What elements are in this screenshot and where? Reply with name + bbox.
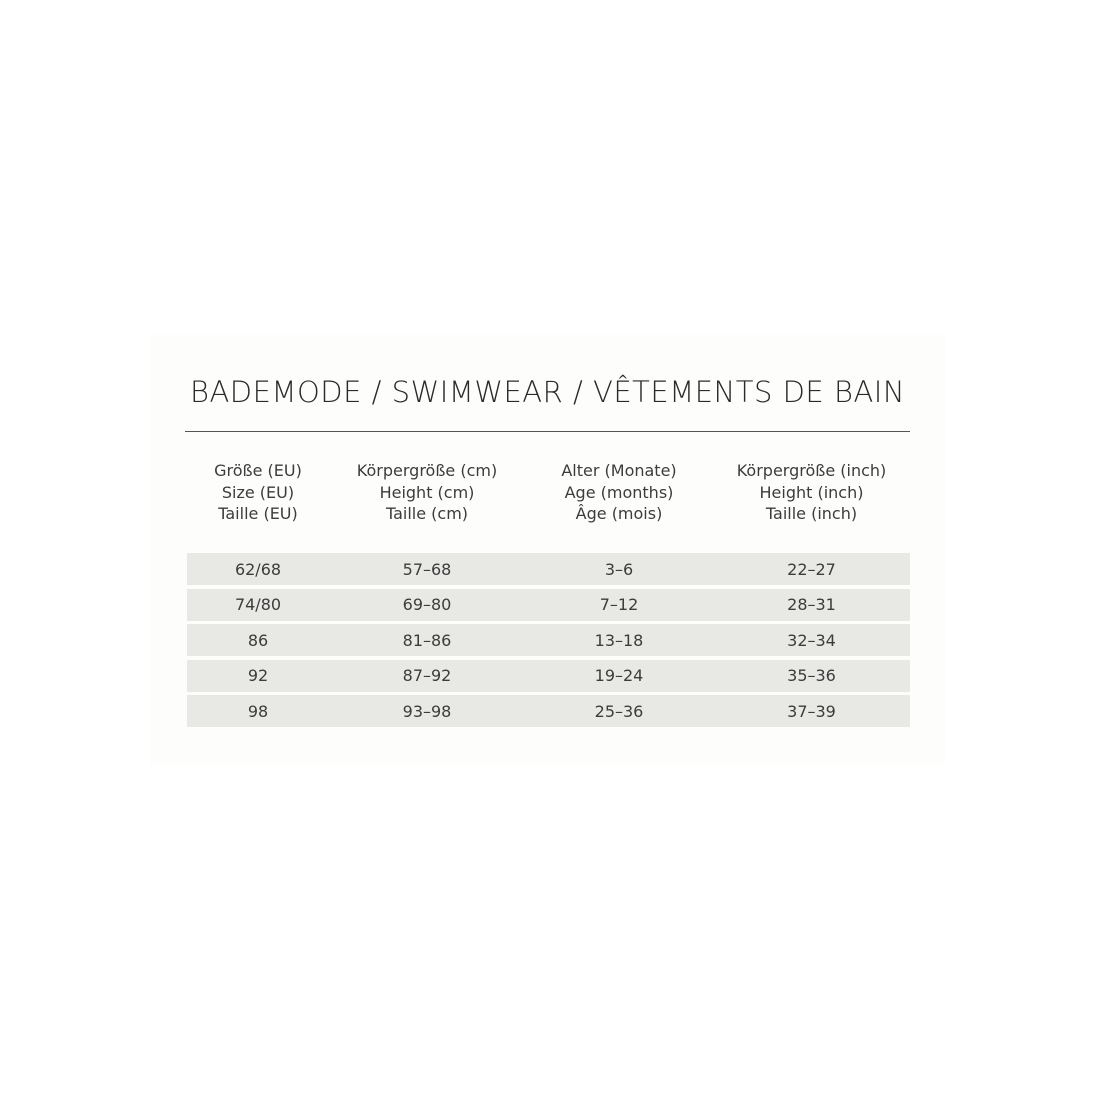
header-line: Größe (EU) xyxy=(214,461,302,480)
size-chart-title: BADEMODE / SWIMWEAR / VÊTEMENTS DE BAIN xyxy=(189,375,906,409)
cell-age-months: 7–12 xyxy=(599,595,639,614)
table-row xyxy=(187,589,910,621)
cell-height-cm: 93–98 xyxy=(402,701,452,721)
size-table-body xyxy=(187,553,910,731)
header-line: Taille (cm) xyxy=(385,504,469,523)
cell-size-eu: 74/80 xyxy=(234,595,282,614)
table-row xyxy=(187,553,910,585)
header-line: Alter (Monate) xyxy=(561,461,677,480)
header-line: Height (inch) xyxy=(759,482,864,502)
header-line: Körpergröße (cm) xyxy=(356,461,498,480)
cell-height-inch: 37–39 xyxy=(787,701,836,721)
header-line: Âge (mois) xyxy=(575,504,663,523)
cell-age-months: 13–18 xyxy=(594,630,644,650)
table-row xyxy=(187,660,910,692)
cell-height-cm: 69–80 xyxy=(402,595,452,614)
cell-height-inch: 22–27 xyxy=(787,559,836,579)
table-row xyxy=(187,624,910,656)
title-divider xyxy=(185,431,910,432)
cell-size-eu: 98 xyxy=(247,701,269,721)
header-line: Height (cm) xyxy=(379,482,475,502)
cell-height-cm: 87–92 xyxy=(402,666,452,685)
cell-size-eu: 86 xyxy=(247,630,269,650)
cell-age-months: 19–24 xyxy=(594,666,644,685)
cell-size-eu: 92 xyxy=(247,666,269,685)
cell-size-eu: 62/68 xyxy=(234,559,282,579)
cell-age-months: 3–6 xyxy=(604,559,634,579)
header-line: Age (months) xyxy=(564,482,674,502)
header-line: Taille (EU) xyxy=(218,504,298,523)
header-size-eu xyxy=(187,460,329,530)
cell-height-cm: 81–86 xyxy=(402,630,452,650)
table-header xyxy=(187,460,910,530)
cell-height-cm: 57–68 xyxy=(402,559,452,579)
cell-age-months: 25–36 xyxy=(594,701,644,721)
header-height-inch xyxy=(713,460,910,530)
cell-height-inch: 28–31 xyxy=(787,595,836,614)
table-row xyxy=(187,695,910,727)
cell-height-inch: 32–34 xyxy=(787,630,836,650)
header-age-months xyxy=(525,460,713,530)
header-line: Size (EU) xyxy=(221,482,295,502)
header-line: Taille (inch) xyxy=(765,504,858,523)
header-line: Körpergröße (inch) xyxy=(736,461,887,480)
cell-height-inch: 35–36 xyxy=(787,666,836,685)
header-height-cm xyxy=(329,460,525,530)
